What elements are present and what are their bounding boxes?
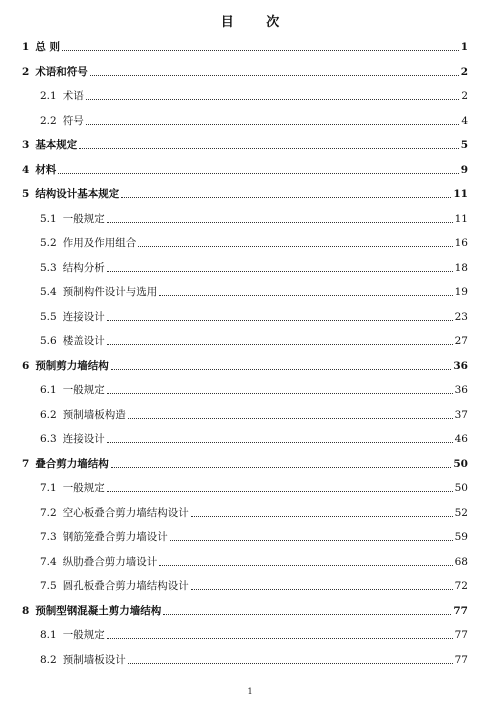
toc-entry-number: 7.5 — [40, 580, 57, 592]
dot-leader — [128, 417, 453, 419]
toc-entry-page: 72 — [454, 580, 468, 592]
toc-entry-number: 5 — [22, 188, 30, 200]
toc-entry-page: 59 — [454, 531, 468, 543]
toc-entry-title: 连接设计 — [62, 433, 105, 445]
dot-leader — [191, 588, 453, 590]
dot-leader — [107, 319, 453, 321]
toc-section-entry[interactable] — [40, 647, 468, 667]
toc-entry-title: 预制剪力墙结构 — [35, 359, 109, 372]
dot-leader — [62, 49, 459, 51]
dot-leader — [107, 441, 453, 443]
dot-leader — [121, 196, 451, 198]
toc-entry-page: 19 — [454, 286, 468, 298]
toc-entry-page: 2 — [461, 90, 468, 102]
toc-entry-page: 77 — [454, 653, 468, 666]
toc-chapter-entry[interactable] — [22, 451, 468, 471]
toc-section-entry[interactable] — [40, 426, 468, 446]
toc-entry-page: 4 — [461, 114, 468, 127]
toc-section-entry[interactable] — [40, 549, 468, 569]
toc-entry-number: 7.3 — [40, 531, 57, 543]
toc-entry-number: 5.2 — [40, 237, 57, 249]
toc-section-entry[interactable] — [40, 279, 468, 299]
toc-entry-title: 叠合剪力墙结构 — [35, 457, 109, 470]
dot-leader — [107, 490, 453, 492]
toc-section-entry[interactable] — [40, 304, 468, 324]
toc-entry-page: 68 — [454, 555, 468, 568]
dot-leader — [79, 147, 458, 149]
toc-entry-number: 5.1 — [40, 212, 57, 225]
toc-entry-number: 2 — [22, 65, 30, 78]
dot-leader — [58, 172, 458, 174]
toc-entry-title: 纵肋叠合剪力墙设计 — [62, 555, 158, 568]
dot-leader — [90, 74, 459, 76]
toc-section-entry[interactable] — [40, 622, 468, 642]
toc-section-entry[interactable] — [40, 328, 468, 348]
toc-entry-number: 6.3 — [40, 433, 57, 445]
toc-entry-page: 36 — [454, 384, 468, 396]
toc-entry-page: 2 — [460, 65, 468, 78]
toc-entry-number: 6 — [22, 359, 30, 372]
toc-chapter-entry[interactable] — [22, 598, 468, 618]
dot-leader — [86, 98, 460, 100]
toc-entry-title: 预制构件设计与选用 — [62, 286, 158, 298]
toc-entry-page: 23 — [454, 310, 468, 323]
dot-leader — [111, 368, 452, 370]
dot-leader — [159, 564, 452, 566]
toc-entry-page: 5 — [460, 139, 468, 151]
toc-entry-page: 36 — [453, 359, 468, 372]
toc-entry-page: 52 — [454, 506, 468, 519]
dot-leader — [107, 221, 453, 223]
toc-entry-number: 2.1 — [40, 90, 57, 102]
toc-entry-page: 9 — [460, 163, 468, 176]
toc-section-entry[interactable] — [40, 108, 468, 128]
toc-entry-page: 46 — [454, 433, 468, 445]
toc-chapter-entry[interactable] — [22, 34, 468, 54]
toc-entry-title: 基本规定 — [35, 139, 78, 151]
toc-chapter-entry[interactable] — [22, 59, 468, 79]
dot-leader — [138, 245, 452, 247]
toc-entry-number: 8.2 — [40, 653, 57, 666]
toc-entry-title: 结构分析 — [62, 261, 105, 274]
toc-entry-number: 6.2 — [40, 408, 57, 421]
dot-leader — [170, 539, 453, 541]
toc-section-entry[interactable] — [40, 475, 468, 495]
dot-leader — [159, 294, 452, 296]
toc-section-entry[interactable] — [40, 500, 468, 520]
toc-chapter-entry[interactable] — [22, 353, 468, 373]
page-title: 目 次 — [220, 15, 294, 30]
dot-leader — [191, 515, 453, 517]
toc-entry-number: 6.1 — [40, 384, 57, 396]
toc-section-entry[interactable] — [40, 230, 468, 250]
dot-leader — [86, 123, 460, 125]
toc-entry-title: 预制墙板设计 — [62, 653, 126, 666]
toc-section-entry[interactable] — [40, 524, 468, 544]
toc-entry-title: 结构设计基本规定 — [35, 188, 120, 200]
dot-leader — [107, 637, 453, 639]
toc-section-entry[interactable] — [40, 83, 468, 103]
toc-entry-number: 7.1 — [40, 482, 57, 494]
toc-entry-title: 作用及作用组合 — [62, 237, 137, 249]
toc-entry-page: 16 — [454, 237, 468, 249]
toc-entry-title: 材料 — [35, 163, 57, 176]
toc-entry-number: 2.2 — [40, 114, 57, 127]
toc-entry-page: 27 — [454, 335, 468, 347]
dot-leader — [128, 662, 453, 664]
toc-entry-number: 5.3 — [40, 261, 57, 274]
toc-entry-number: 4 — [22, 163, 30, 176]
toc-entry-page: 11 — [453, 188, 468, 200]
toc-chapter-entry[interactable] — [22, 181, 468, 201]
dot-leader — [111, 466, 452, 468]
dot-leader — [163, 613, 451, 615]
toc-entry-number: 7 — [22, 457, 30, 470]
toc-entry-number: 5.6 — [40, 335, 57, 347]
toc-entry-page: 11 — [454, 212, 468, 225]
toc-entry-title: 圆孔板叠合剪力墙结构设计 — [62, 580, 189, 592]
toc-entry-page: 50 — [454, 482, 468, 494]
toc-entry-page: 1 — [460, 41, 468, 53]
toc-entry-number: 8.1 — [40, 629, 57, 641]
toc-entry-title: 术语和符号 — [35, 65, 88, 78]
toc-entry-title: 楼盖设计 — [62, 335, 105, 347]
toc-entry-title: 钢筋笼叠合剪力墙设计 — [62, 531, 168, 543]
dot-leader — [107, 392, 453, 394]
toc-entry-title: 预制墙板构造 — [62, 408, 126, 421]
toc-entry-page: 50 — [453, 457, 468, 470]
toc-entry-title: 空心板叠合剪力墙结构设计 — [62, 506, 189, 519]
toc-entry-title: 一般规定 — [62, 212, 105, 225]
toc-entry-page: 18 — [454, 261, 468, 274]
toc-entry-number: 7.4 — [40, 555, 57, 568]
toc-chapter-entry[interactable] — [22, 157, 468, 177]
toc-entry-title: 总 则 — [35, 41, 60, 53]
toc-entry-title: 符号 — [62, 114, 84, 127]
toc-entry-number: 7.2 — [40, 506, 57, 519]
toc-entry-page: 77 — [454, 629, 468, 641]
toc-entry-number: 3 — [22, 139, 30, 151]
toc-entry-title: 预制型钢混凝土剪力墙结构 — [35, 604, 162, 617]
toc-entry-title: 连接设计 — [62, 310, 105, 323]
toc-entry-number: 1 — [22, 41, 30, 53]
toc-section-entry[interactable] — [40, 206, 468, 226]
toc-section-entry[interactable] — [40, 255, 468, 275]
toc-entry-page: 37 — [454, 408, 468, 421]
dot-leader — [107, 343, 453, 345]
toc-entry-title: 一般规定 — [62, 482, 105, 494]
toc-entry-page: 77 — [453, 604, 468, 617]
toc-section-entry[interactable] — [40, 377, 468, 397]
toc-chapter-entry[interactable] — [22, 132, 468, 152]
dot-leader — [107, 270, 453, 272]
toc-entry-title: 一般规定 — [62, 629, 105, 641]
toc-entry-title: 一般规定 — [62, 384, 105, 396]
toc-section-entry[interactable] — [40, 402, 468, 422]
toc-entry-number: 5.5 — [40, 310, 57, 323]
toc-entry-title: 术语 — [62, 90, 84, 102]
toc-section-entry[interactable] — [40, 573, 468, 593]
toc-entry-number: 8 — [22, 604, 30, 617]
page-number: 1 — [247, 687, 253, 696]
toc-entry-number: 5.4 — [40, 286, 57, 298]
